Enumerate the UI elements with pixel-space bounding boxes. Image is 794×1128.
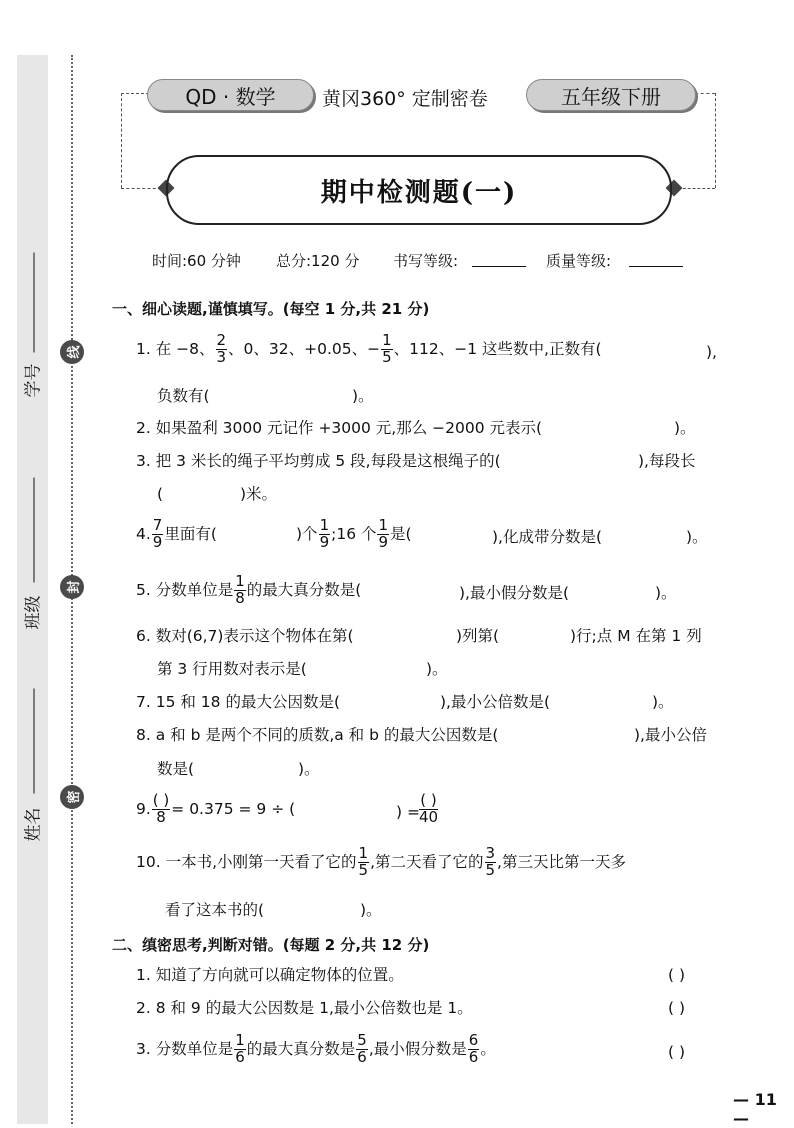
- frac-2-3: $\frac{2}{3}$: [216, 331, 227, 366]
- q4-text: 4. $\frac{7}{9}$ 里面有(: [136, 516, 217, 551]
- q1-c: 、112、−1 这些数中,正数有(: [393, 339, 602, 358]
- q5-d: )。: [655, 584, 677, 602]
- q10-end: )。: [360, 901, 382, 919]
- q1-end: )。: [352, 387, 374, 405]
- grade-pill: 五年级下册: [526, 79, 696, 111]
- header-dash-right-v: [715, 93, 716, 188]
- header-dash-right: [695, 93, 715, 94]
- q10-line2: 看了这本书的(: [165, 901, 265, 919]
- q1-line2: 负数有(: [157, 387, 210, 405]
- s2-q2: 2. 8 和 9 的最大公因数是 1,最小公倍数也是 1。: [136, 999, 473, 1017]
- frac-1-8: $\frac{1}{8}$: [235, 572, 245, 607]
- frac-5-6: $\frac{5}{6}$: [357, 1031, 367, 1066]
- frac-3-5: $\frac{3}{5}$: [485, 844, 496, 879]
- frac-6-6: $\frac{6}{6}$: [468, 1031, 479, 1066]
- frac-1-5-b: $\frac{1}{5}$: [358, 844, 369, 879]
- header-dash-right-b: [678, 188, 715, 189]
- q1-text: [136, 333, 602, 366]
- frac-blank-8: $\frac{( )}{8}$: [152, 791, 170, 826]
- class-line: [34, 478, 35, 583]
- q8-b: ),最小公倍: [634, 726, 707, 744]
- q7-c: )。: [652, 693, 674, 711]
- q1-b: 、0、32、+0.05、−: [228, 339, 381, 358]
- q8-end: )。: [298, 760, 320, 778]
- page-number: — 11 —: [733, 1090, 777, 1128]
- quality-grade-field[interactable]: [629, 252, 683, 267]
- frac-1-5: $\frac{1}{5}$: [382, 331, 392, 366]
- header-dash-left-b: [121, 188, 161, 189]
- q6-c: )行;点 M 在第 1 列: [570, 627, 702, 645]
- q3-b: ),每段长: [638, 452, 696, 470]
- q4-g: )。: [686, 528, 708, 546]
- brand-text: 黄冈360° 定制密卷: [322, 88, 488, 110]
- frac-7-9: $\frac{7}{9}$: [152, 516, 163, 551]
- q5-c: ),最小假分数是(: [459, 584, 570, 602]
- binding-margin: [17, 55, 48, 1124]
- q1-a: 1. 在 −8、: [136, 339, 215, 358]
- quality-grade-label: 质量等级:: [546, 252, 612, 270]
- s2-q3: 3. 分数单位是 $\frac{1}{6}$ 的最大真分数是 $\frac{5}{6}$ ,最小假分数是 $\frac{6}{6}$ 。: [136, 1031, 496, 1066]
- exam-title: 期中检测题(一): [166, 155, 672, 225]
- q7-text: 7. 15 和 18 的最大公因数是(: [136, 693, 340, 711]
- q3-text: 3. 把 3 米长的绳子平均剪成 5 段,每段是这根绳子的(: [136, 452, 501, 470]
- q2-end: )。: [674, 419, 696, 437]
- q9-c: ) =: [396, 803, 420, 821]
- s2-q3-answer[interactable]: ( ): [668, 1043, 686, 1061]
- q4-middle: )个 $\frac{1}{9}$ ;16 个 $\frac{1}{9}$ 是(: [296, 516, 412, 551]
- time-info: 时间:60 分钟: [152, 252, 241, 270]
- q9-text: 9. $\frac{( )}{8}$ = 0.375 = 9 ÷ (: [136, 791, 296, 826]
- q5-text: 5. 分数单位是 $\frac{1}{8}$ 的最大真分数是(: [136, 572, 362, 607]
- q3-c: (: [157, 485, 164, 503]
- frac-1-6: $\frac{1}{6}$: [235, 1031, 245, 1066]
- s2-q1-answer[interactable]: ( ): [668, 966, 686, 984]
- seal-seal: 封: [60, 575, 84, 599]
- score-info: 总分:120 分: [276, 252, 360, 270]
- q9-frac2: [418, 793, 439, 826]
- seal-line: 线: [60, 340, 84, 364]
- header-dash-left-v: [121, 93, 122, 188]
- frac-1-9-b: $\frac{1}{9}$: [378, 516, 389, 551]
- q1-close: ),: [706, 343, 717, 361]
- q6-end: )。: [426, 660, 448, 678]
- name-line: [34, 689, 35, 794]
- q10-text: 10. 一本书,小刚第一天看了它的 $\frac{1}{5}$ ,第二天看了它的 $\frac{3}{5}$ ,第三天比第一天多: [136, 844, 626, 879]
- q8-text: 8. a 和 b 是两个不同的质数,a 和 b 的最大公因数是(: [136, 726, 499, 744]
- q8-line2: 数是(: [157, 760, 195, 778]
- subject-pill: QD · 数学: [147, 79, 314, 111]
- seal-secret: 密: [60, 785, 84, 809]
- q6-line2: 第 3 行用数对表示是(: [157, 660, 307, 678]
- student-id-line: [34, 253, 35, 353]
- section1-title: 一、细心读题,谨慎填写。(每空 1 分,共 21 分): [112, 300, 430, 318]
- frac-1-9-a: $\frac{1}{9}$: [319, 516, 330, 551]
- class-label: 班级: [23, 595, 44, 630]
- header-dash-left: [121, 93, 149, 94]
- q4-f: ),化成带分数是(: [492, 528, 603, 546]
- q2-text: 2. 如果盈利 3000 元记作 +3000 元,那么 −2000 元表示(: [136, 419, 543, 437]
- name-label: 姓名: [23, 807, 44, 842]
- s2-q1: 1. 知道了方向就可以确定物体的位置。: [136, 966, 404, 984]
- q3-d: )米。: [240, 485, 278, 503]
- writing-grade-field[interactable]: [472, 252, 526, 267]
- writing-grade-label: 书写等级:: [393, 252, 459, 270]
- section2-title: 二、缜密思考,判断对错。(每题 2 分,共 12 分): [112, 936, 430, 954]
- q6-text: 6. 数对(6,7)表示这个物体在第(: [136, 627, 354, 645]
- q7-b: ),最小公倍数是(: [440, 693, 551, 711]
- frac-blank-40: $\frac{( )}{40}$: [419, 791, 439, 826]
- student-id-label: 学号: [23, 363, 44, 398]
- q6-b: )列第(: [456, 627, 500, 645]
- s2-q2-answer[interactable]: ( ): [668, 999, 686, 1017]
